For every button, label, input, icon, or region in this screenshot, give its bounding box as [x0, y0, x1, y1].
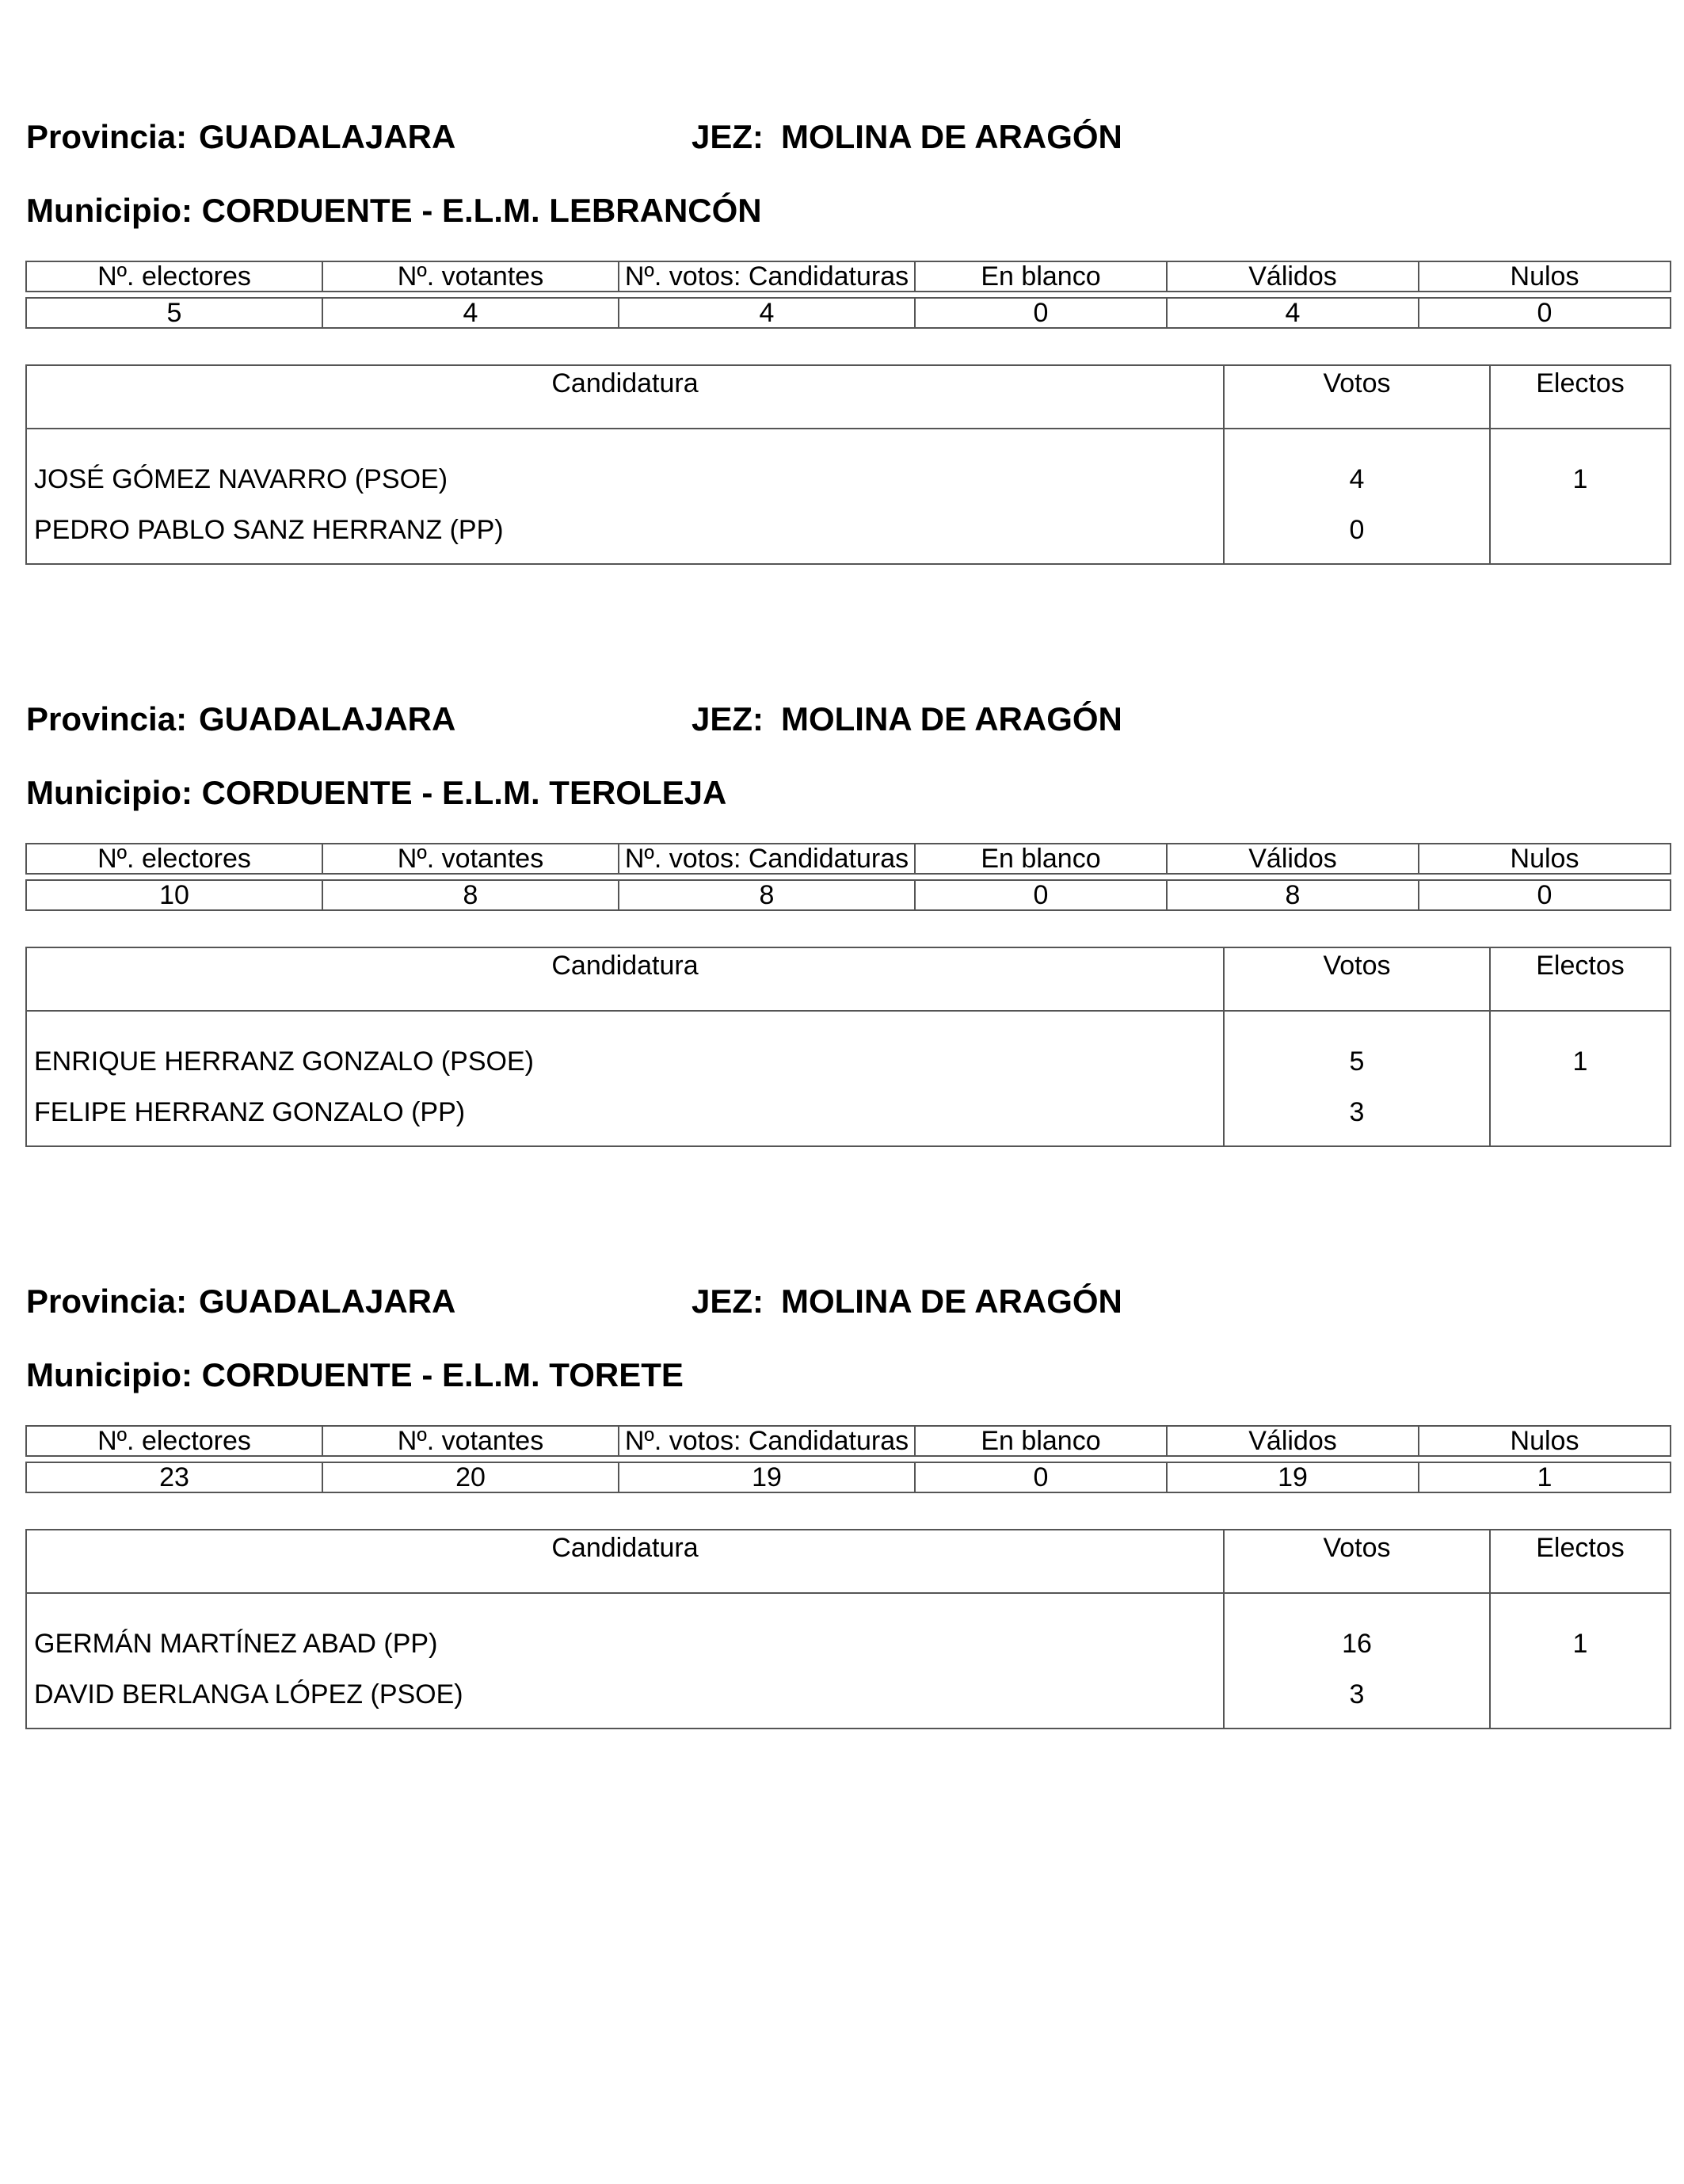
candidates-header-row — [26, 1530, 1671, 1593]
header-votantes: Nº. votantes — [322, 261, 619, 292]
value-en-blanco: 0 — [915, 880, 1167, 910]
header-en-blanco: En blanco — [915, 1426, 1167, 1456]
header-votos-candidaturas: Nº. votos: Candidaturas — [619, 1426, 915, 1456]
municipio-value: CORDUENTE - E.L.M. LEBRANCÓN — [201, 192, 762, 229]
candidate-votos: 3 — [1224, 1677, 1490, 1729]
value-nulos: 1 — [1419, 1462, 1671, 1492]
candidate-electos: 1 — [1490, 429, 1671, 513]
header-validos: Válidos — [1167, 1426, 1419, 1456]
header-validos: Válidos — [1167, 261, 1419, 292]
value-votos-candidaturas: 4 — [619, 298, 915, 328]
candidates-header-row — [26, 947, 1671, 1011]
provincia-value: GUADALAJARA — [199, 700, 456, 738]
candidate-name: JOSÉ GÓMEZ NAVARRO (PSOE) — [26, 429, 1224, 513]
candidate-name: GERMÁN MARTÍNEZ ABAD (PP) — [26, 1593, 1224, 1677]
value-electores: 10 — [26, 880, 322, 910]
header-votos: Votos — [1224, 365, 1490, 429]
header-en-blanco: En blanco — [915, 844, 1167, 874]
candidate-votos: 3 — [1224, 1095, 1490, 1146]
candidate-votos: 16 — [1224, 1593, 1490, 1677]
header-votos: Votos — [1224, 1530, 1490, 1593]
candidate-electos — [1490, 1677, 1671, 1729]
municipio-heading — [26, 194, 762, 227]
candidates-table — [25, 1529, 1671, 1729]
jez-label: JEZ: — [692, 700, 764, 738]
candidate-row — [26, 1011, 1671, 1095]
municipio-heading — [26, 776, 726, 810]
candidate-name: DAVID BERLANGA LÓPEZ (PSOE) — [26, 1677, 1224, 1729]
stats-value-row — [26, 298, 1671, 328]
jez-label: JEZ: — [692, 118, 764, 155]
provincia-label: Provincia: — [26, 118, 188, 155]
value-votos-candidaturas: 8 — [619, 880, 915, 910]
candidate-name: PEDRO PABLO SANZ HERRANZ (PP) — [26, 513, 1224, 564]
stats-table — [25, 843, 1671, 911]
header-electores: Nº. electores — [26, 844, 322, 874]
stats-header-row — [26, 844, 1671, 874]
candidates-header-row — [26, 365, 1671, 429]
candidate-electos: 1 — [1490, 1593, 1671, 1677]
stats-value-row — [26, 1462, 1671, 1492]
candidate-electos — [1490, 513, 1671, 564]
candidate-electos — [1490, 1095, 1671, 1146]
header-electores: Nº. electores — [26, 1426, 322, 1456]
header-candidatura: Candidatura — [26, 947, 1224, 1011]
value-electores: 5 — [26, 298, 322, 328]
header-electos: Electos — [1490, 365, 1671, 429]
value-en-blanco: 0 — [915, 298, 1167, 328]
value-votantes: 4 — [322, 298, 619, 328]
header-candidatura: Candidatura — [26, 1530, 1224, 1593]
header-votos-candidaturas: Nº. votos: Candidaturas — [619, 844, 915, 874]
header-validos: Válidos — [1167, 844, 1419, 874]
candidate-electos: 1 — [1490, 1011, 1671, 1095]
value-electores: 23 — [26, 1462, 322, 1492]
stats-table — [25, 1425, 1671, 1493]
municipio-value: CORDUENTE - E.L.M. TORETE — [201, 1356, 684, 1393]
header-en-blanco: En blanco — [915, 261, 1167, 292]
header-electores: Nº. electores — [26, 261, 322, 292]
header-electos: Electos — [1490, 1530, 1671, 1593]
municipio-label: Municipio: — [26, 1356, 192, 1393]
section-lebrancon — [0, 0, 1684, 586]
value-validos: 8 — [1167, 880, 1419, 910]
header-nulos: Nulos — [1419, 844, 1671, 874]
value-nulos: 0 — [1419, 298, 1671, 328]
candidate-row — [26, 429, 1671, 513]
jez-value: MOLINA DE ARAGÓN — [781, 118, 1122, 155]
value-validos: 4 — [1167, 298, 1419, 328]
value-votantes: 20 — [322, 1462, 619, 1492]
candidates-table — [25, 364, 1671, 565]
stats-header-row — [26, 1426, 1671, 1456]
candidate-votos: 0 — [1224, 513, 1490, 564]
candidate-name: ENRIQUE HERRANZ GONZALO (PSOE) — [26, 1011, 1224, 1095]
value-validos: 19 — [1167, 1462, 1419, 1492]
value-en-blanco: 0 — [915, 1462, 1167, 1492]
stats-table — [25, 261, 1671, 329]
jez-value: MOLINA DE ARAGÓN — [781, 700, 1122, 738]
candidate-row — [26, 1677, 1671, 1729]
section-teroleja — [0, 582, 1684, 1168]
header-votos-candidaturas: Nº. votos: Candidaturas — [619, 261, 915, 292]
candidate-row — [26, 1095, 1671, 1146]
candidate-votos: 4 — [1224, 429, 1490, 513]
header-votos: Votos — [1224, 947, 1490, 1011]
municipio-value: CORDUENTE - E.L.M. TEROLEJA — [201, 774, 727, 811]
header-nulos: Nulos — [1419, 1426, 1671, 1456]
municipio-label: Municipio: — [26, 774, 192, 811]
municipio-label: Municipio: — [26, 192, 192, 229]
section-torete — [0, 1164, 1684, 1751]
jez-label: JEZ: — [692, 1283, 764, 1320]
municipio-heading — [26, 1356, 684, 1393]
candidate-votos: 5 — [1224, 1011, 1490, 1095]
provincia-label: Provincia: — [26, 700, 188, 738]
value-votos-candidaturas: 19 — [619, 1462, 915, 1492]
provincia-label: Provincia: — [26, 1283, 188, 1320]
header-electos: Electos — [1490, 947, 1671, 1011]
jez-value: MOLINA DE ARAGÓN — [781, 1283, 1122, 1320]
value-votantes: 8 — [322, 880, 619, 910]
header-candidatura: Candidatura — [26, 365, 1224, 429]
candidate-row — [26, 513, 1671, 564]
provincia-value: GUADALAJARA — [199, 1283, 456, 1320]
provincia-value: GUADALAJARA — [199, 118, 456, 155]
header-votantes: Nº. votantes — [322, 1426, 619, 1456]
candidates-table — [25, 947, 1671, 1147]
header-votantes: Nº. votantes — [322, 844, 619, 874]
stats-value-row — [26, 880, 1671, 910]
value-nulos: 0 — [1419, 880, 1671, 910]
header-nulos: Nulos — [1419, 261, 1671, 292]
stats-header-row — [26, 261, 1671, 292]
candidate-name: FELIPE HERRANZ GONZALO (PP) — [26, 1095, 1224, 1146]
candidate-row — [26, 1593, 1671, 1677]
